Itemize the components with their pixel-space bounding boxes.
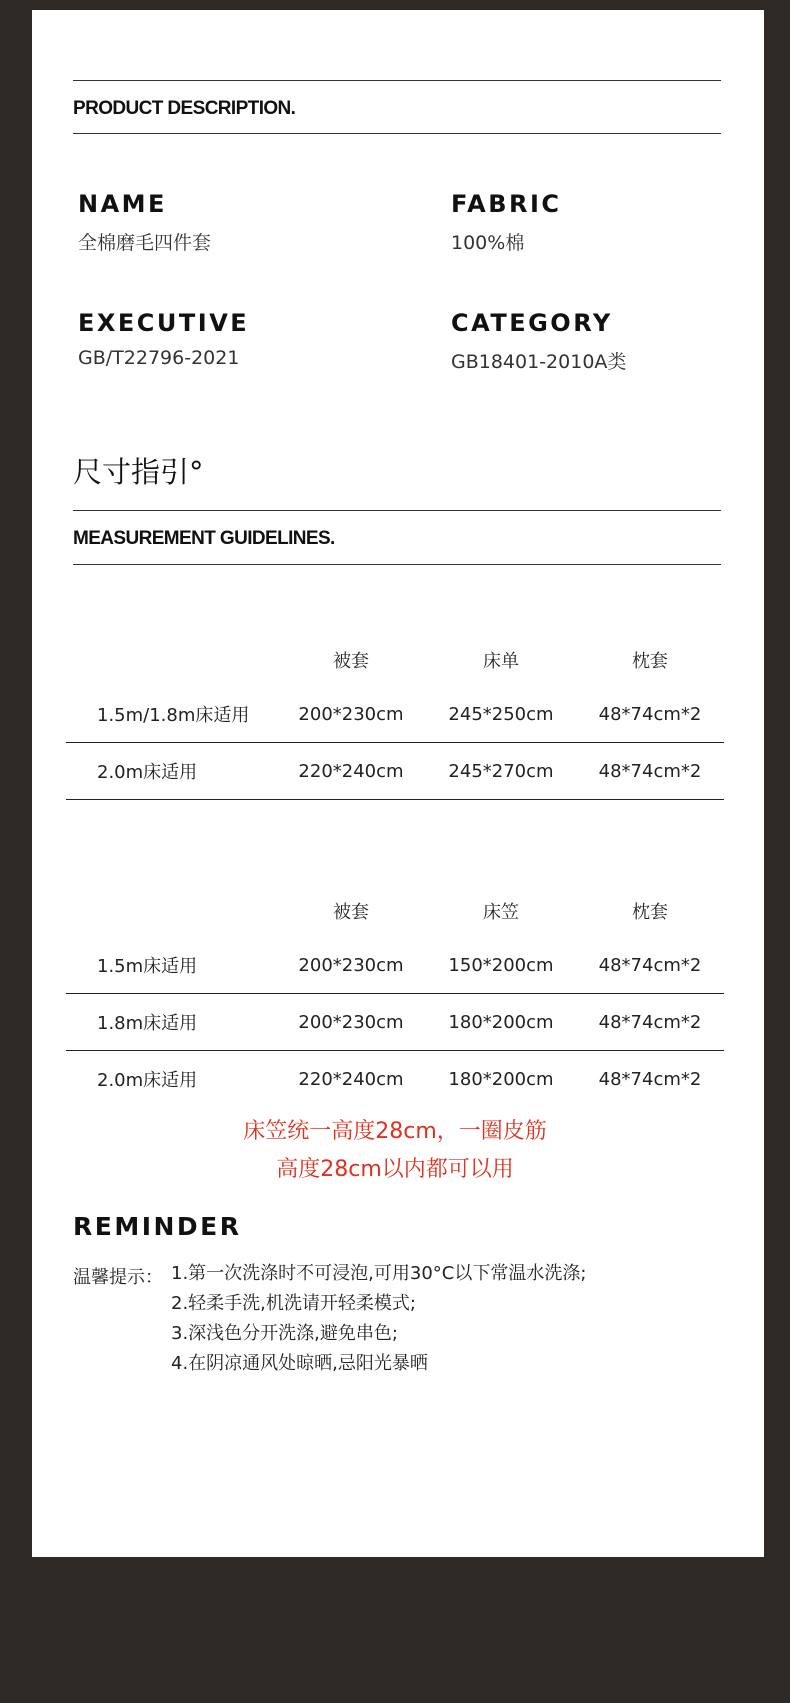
table-cell: 200*230cm (298, 703, 404, 725)
reminder-list (171, 1263, 586, 1383)
divider (73, 133, 721, 134)
list-item: 3.深浅色分开洗涤,避免串色; (171, 1323, 398, 1344)
table-cell: 48*74cm*2 (576, 994, 724, 1051)
divider (73, 80, 721, 81)
table-cell: 200*230cm (298, 954, 404, 976)
table-cell: 48*74cm*2 (598, 703, 702, 725)
table-header-cell: 床笠 (483, 902, 519, 923)
table-cell: 1.5m床适用 (97, 956, 198, 977)
table-cell: 1.5m/1.8m床适用 (97, 705, 250, 726)
fitted-sheet-note-line2: 高度28cm以内都可以用 (276, 1157, 514, 1182)
table-row (66, 1051, 724, 1108)
table-row (66, 686, 724, 743)
size-table-fitted-sheet (66, 885, 724, 1107)
table-cell: 48*74cm*2 (576, 1051, 724, 1108)
size-guide-title: 尺寸指引° (73, 455, 204, 489)
list-item: 2.轻柔手洗,机洗请开轻柔模式; (171, 1293, 416, 1314)
table-cell: 245*270cm (426, 743, 576, 800)
list-item: 4.在阴凉通风处晾晒,忌阳光暴晒 (171, 1353, 428, 1374)
table-header-cell: 枕套 (632, 902, 668, 923)
table-cell: 1.8m床适用 (66, 994, 276, 1051)
table-cell: 2.0m床适用 (66, 1051, 276, 1108)
reminder-label: 温馨提示： (73, 1267, 163, 1288)
table-cell: 220*240cm (276, 743, 426, 800)
executive-title: EXECUTIVE (78, 309, 250, 337)
table-cell: 200*230cm (276, 994, 426, 1051)
table-cell: 180*200cm (426, 994, 576, 1051)
name-value: 全棉磨毛四件套 (78, 232, 212, 254)
category-value: GB18401-2010A类 (451, 351, 627, 373)
executive-value: GB/T22796-2021 (78, 347, 240, 369)
name-title: NAME (78, 190, 167, 218)
reminder-title: REMINDER (73, 1212, 242, 1241)
divider (73, 564, 721, 565)
table-header-cell: 枕套 (632, 651, 668, 672)
fabric-value: 100%棉 (451, 232, 525, 254)
fitted-sheet-note-line1: 床笠统一高度28cm，一圈皮筋 (243, 1119, 547, 1144)
product-description-heading: PRODUCT DESCRIPTION. (73, 98, 296, 119)
measurement-guidelines-heading: MEASUREMENT GUIDELINES. (73, 528, 335, 549)
table-header-cell: 被套 (333, 651, 369, 672)
table-header-cell (66, 885, 276, 937)
table-cell: 48*74cm*2 (576, 743, 724, 800)
table-cell: 48*74cm*2 (598, 954, 702, 976)
table-cell: 2.0m床适用 (66, 743, 276, 800)
table-cell: 220*240cm (276, 1051, 426, 1108)
table-header-row (66, 885, 724, 937)
divider (73, 510, 721, 511)
table-row (66, 743, 724, 800)
size-table-flat-sheet (66, 634, 724, 800)
table-cell: 245*250cm (448, 703, 554, 725)
table-header-cell: 床单 (483, 651, 519, 672)
table-row (66, 994, 724, 1051)
table-header-row (66, 634, 724, 686)
list-item: 1.第一次洗涤时不可浸泡,可用30°C以下常温水洗涤; (171, 1263, 587, 1284)
table-header-cell (66, 634, 276, 686)
table-cell: 180*200cm (426, 1051, 576, 1108)
category-title: CATEGORY (451, 309, 613, 337)
table-header-cell: 被套 (333, 902, 369, 923)
table-row (66, 937, 724, 994)
table-cell: 150*200cm (448, 954, 554, 976)
fabric-title: FABRIC (451, 190, 562, 218)
